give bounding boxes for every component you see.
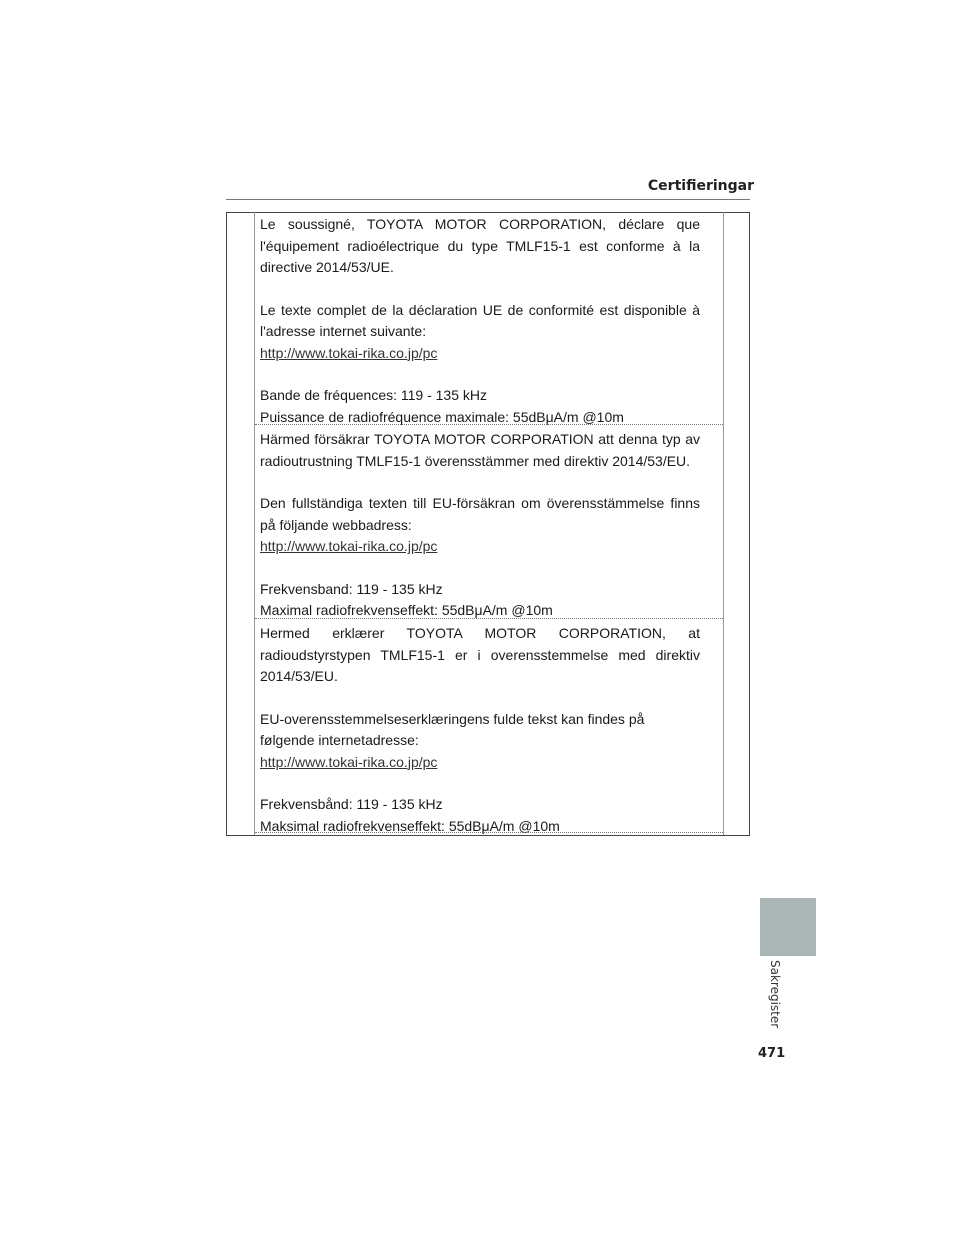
frequency-info (260, 385, 700, 428)
conformity-url-link[interactable]: http://www.tokai-rika.co.jp/pc (260, 538, 438, 554)
declaration-line: Hermed erklærer TOYOTA MOTOR CORPORATION, at (260, 625, 700, 641)
declaration-text (260, 623, 700, 688)
frequency-band: Frekvensbånd: 119 - 135 kHz (260, 796, 443, 812)
page-number: 471 (758, 1046, 786, 1061)
fulltext-paragraph (260, 300, 700, 365)
fulltext-line: Le texte complet de la déclaration UE de conformité est disponible à (260, 301, 700, 318)
declaration-section-danish (255, 623, 723, 837)
fulltext-line: l'adresse internet suivante: (260, 323, 427, 339)
declaration-line: 2014/53/EU. (260, 668, 338, 684)
declaration-line: radioudstyrstypen TMLF15-1 er i overensstemmelse med direktiv (260, 646, 700, 663)
max-power: Maksimal radiofrekvenseffekt: 55dBμA/m @10m (260, 817, 560, 834)
frequency-band: Frekvensband: 119 - 135 kHz (260, 580, 443, 597)
fulltext-paragraph (260, 493, 700, 558)
frequency-info (260, 579, 700, 622)
section-divider (255, 618, 723, 619)
declaration-line: Härmed försäkrar TOYOTA MOTOR CORPORATION att denna typ av (260, 431, 700, 447)
section-divider (255, 424, 723, 425)
declaration-section-swedish (255, 429, 723, 622)
conformity-url-link[interactable]: http://www.tokai-rika.co.jp/pc (260, 344, 438, 361)
chapter-tab (760, 898, 816, 956)
declaration-text (260, 214, 700, 279)
conformity-url-link[interactable]: http://www.tokai-rika.co.jp/pc (260, 753, 438, 770)
page-section-title: Certifieringar (647, 178, 754, 194)
fulltext-line: følgende internetadresse: (260, 732, 419, 748)
header-divider (226, 199, 750, 200)
fulltext-line: på följande webbadress: (260, 516, 412, 533)
max-power: Puissance de radiofréquence maximale: 55dBμA/m @10m (260, 408, 624, 425)
frequency-info (260, 794, 700, 837)
declaration-line: l'équipement radioélectrique du type TMLF15-1 est conforme à la (260, 237, 700, 254)
declaration-line: radioutrustning TMLF15-1 överensstämmer med direktiv 2014/53/EU. (260, 452, 691, 469)
fulltext-line: EU-overensstemmelseserklæringens fulde tekst kan findes på (260, 710, 645, 727)
declaration-line: directive 2014/53/UE. (260, 259, 394, 275)
chapter-tab-label: Sakregister (768, 960, 782, 1029)
fulltext-paragraph (260, 709, 700, 774)
max-power: Maximal radiofrekvenseffekt: 55dBμA/m @10m (260, 602, 553, 618)
section-divider (255, 832, 723, 833)
declaration-line: Le soussigné, TOYOTA MOTOR CORPORATION, déclare que (260, 216, 700, 232)
declaration-text (260, 429, 700, 472)
fulltext-line: Den fullständiga texten till EU-försäkran om överensstämmelse finns (260, 495, 700, 511)
declaration-section-french (255, 214, 723, 428)
frequency-band: Bande de fréquences: 119 - 135 kHz (260, 387, 488, 403)
